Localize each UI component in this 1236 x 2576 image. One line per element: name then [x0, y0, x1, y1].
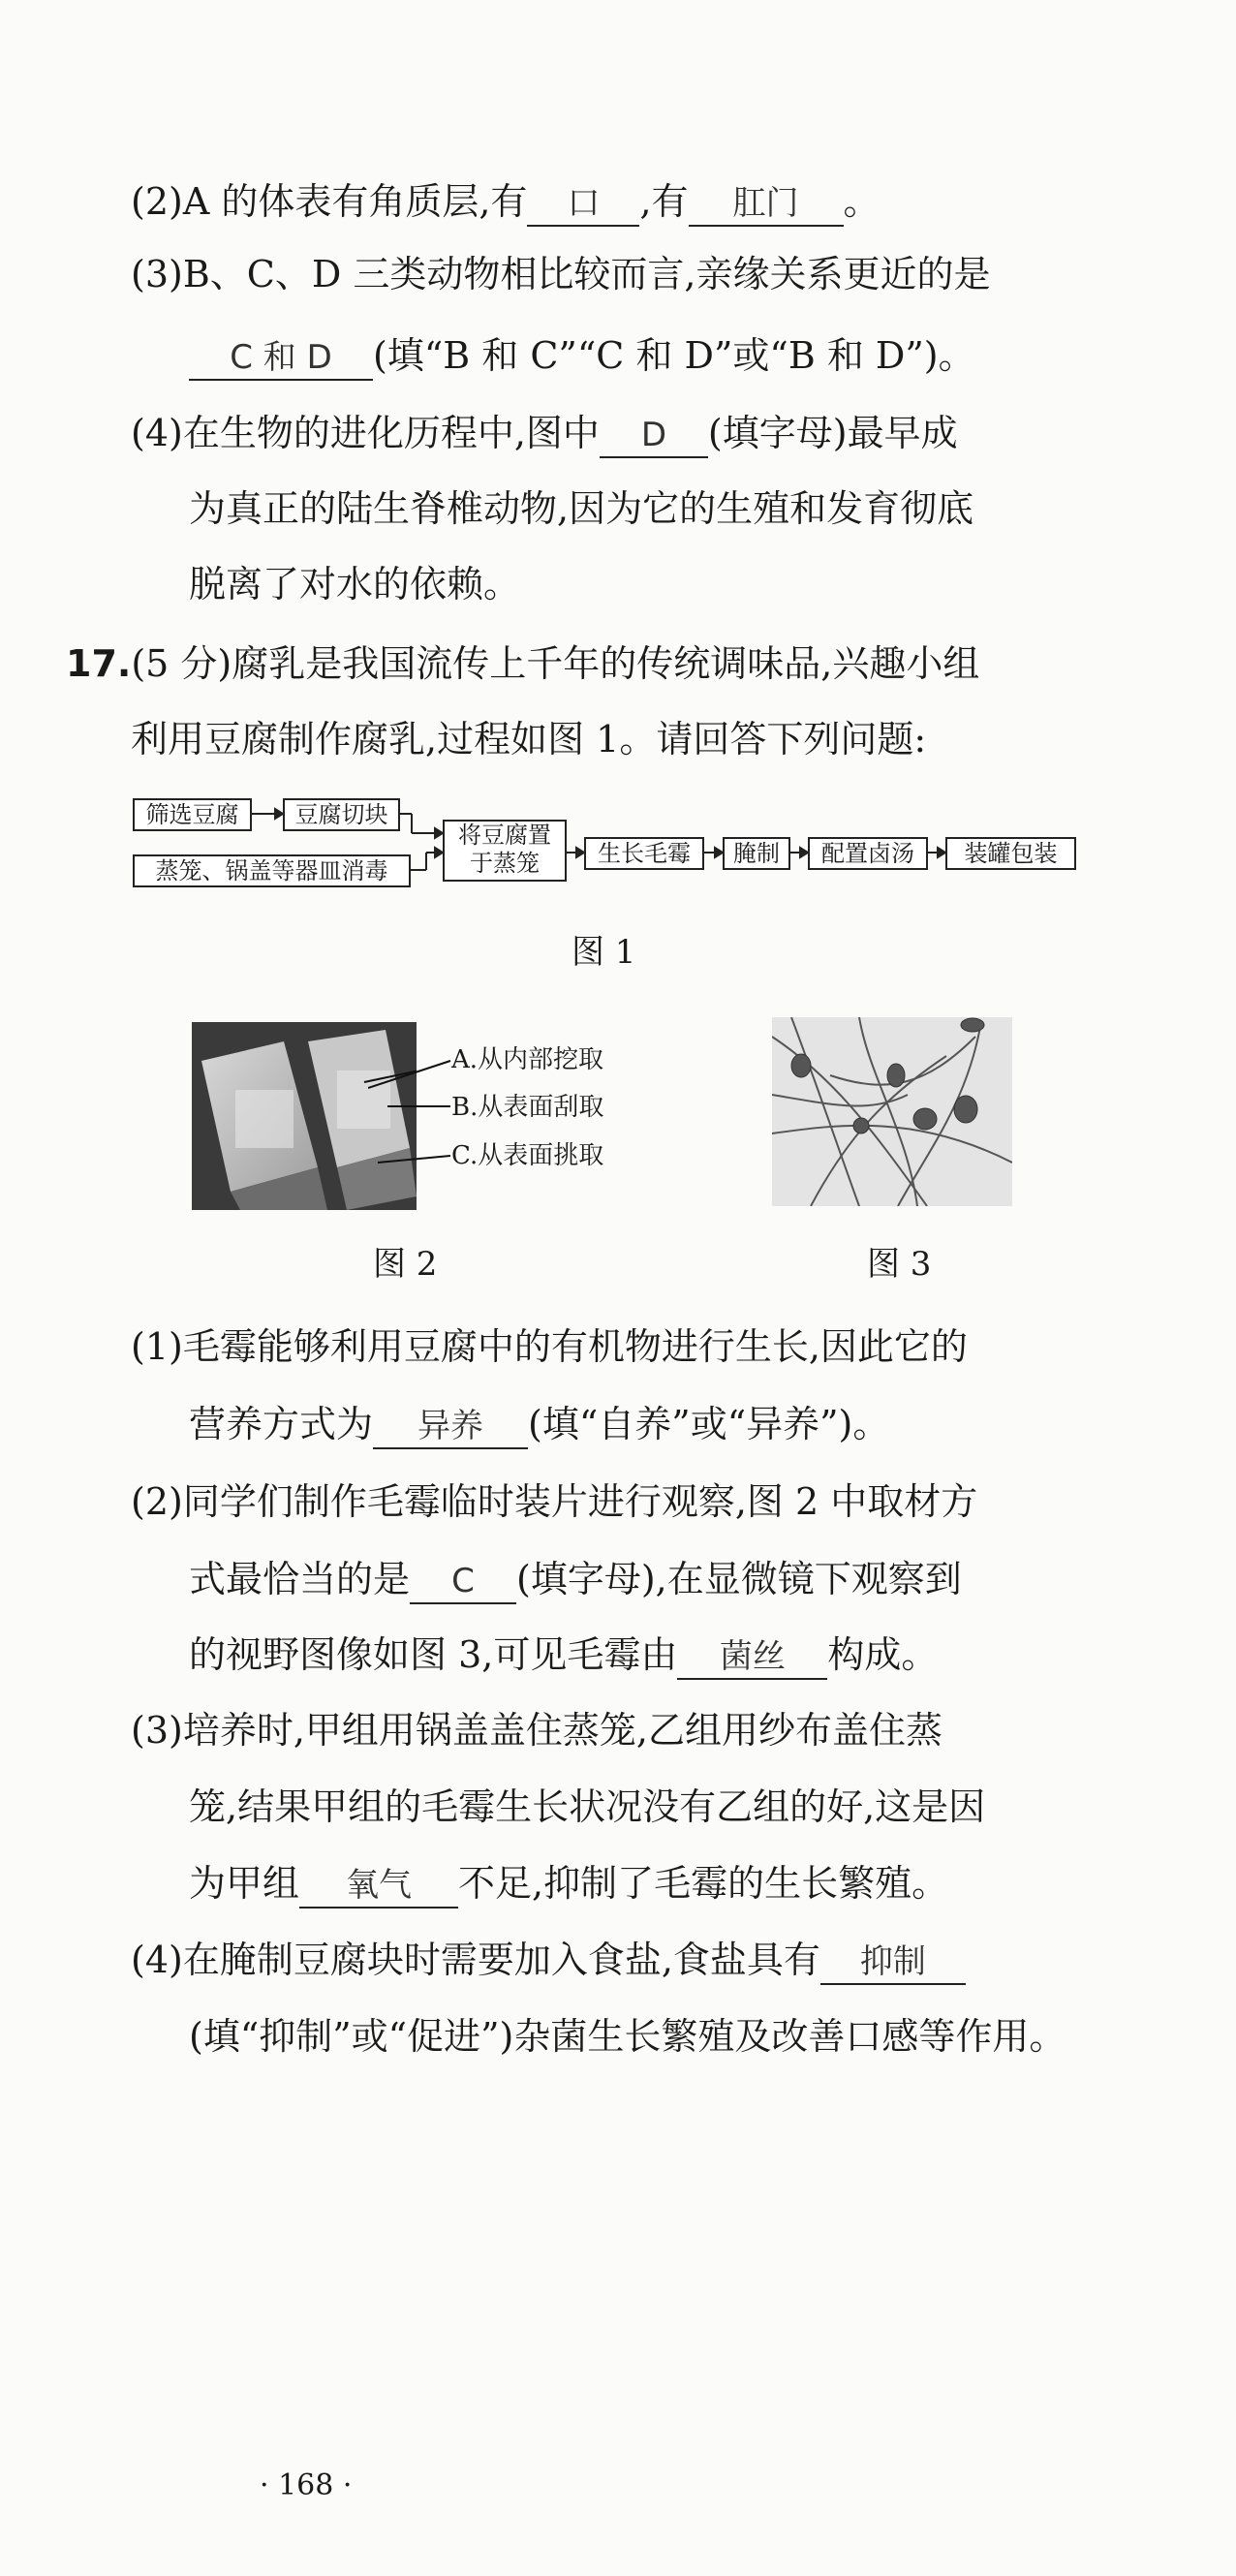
q17-part3-line3 — [189, 1859, 948, 1909]
figure2-label-c: C.从表面挑取 — [451, 1141, 604, 1170]
q16-part2-answer1: 口 — [527, 182, 639, 227]
q17-part1-post: (填“自养”或“异养”)。 — [528, 1403, 890, 1445]
figure2-caption: 图 2 — [373, 1245, 438, 1284]
q17-part2-pre: 式最恰当的是 — [189, 1558, 411, 1600]
q17-part2-line1: (2)同学们制作毛霉临时装片进行观察,图 2 中取材方 — [131, 1480, 978, 1523]
flow-arrows — [0, 0, 1236, 930]
flow-step-grow-mold: 生长毛霉 — [584, 837, 704, 870]
figure2-label-a: A.从内部挖取 — [451, 1045, 604, 1074]
q17-part2-pre3: 的视野图像如图 3,可见毛霉由 — [189, 1633, 678, 1676]
q16-part2-post: 。 — [843, 180, 881, 223]
q17-part3-post: 不足,抑制了毛霉的生长繁殖。 — [458, 1862, 949, 1905]
q17-part4-pre: (4)在腌制豆腐块时需要加入食盐,食盐具有 — [131, 1939, 820, 1981]
q16-part4-line3: 脱离了对水的依赖。 — [189, 563, 521, 605]
figure2-pointer-lines — [368, 1051, 455, 1177]
q17-part3-line1: (3)培养时,甲组用锅盖盖住蒸笼,乙组用纱布盖住蒸 — [131, 1709, 942, 1752]
flow-step-cut-tofu: 豆腐切块 — [283, 798, 400, 831]
figure2-label-b: B.从表面刮取 — [451, 1093, 604, 1122]
q16-part3-line1: (3)B、C、D 三类动物相比较而言,亲缘关系更近的是 — [131, 253, 991, 295]
q17-part1-answer: 异养 — [373, 1405, 528, 1449]
q16-part2-mid: ,有 — [639, 180, 689, 223]
q17-part3-answer: 氧气 — [299, 1864, 458, 1909]
q17-part2-line3 — [189, 1630, 938, 1680]
figure1-caption: 图 1 — [572, 933, 636, 972]
q17-part3-pre: 为甲组 — [189, 1862, 300, 1905]
flow-step-package: 装罐包装 — [945, 837, 1076, 870]
figure3-mold-micrograph — [772, 1017, 1012, 1206]
flow-step-place-tofu — [443, 820, 567, 882]
q17-part4-line1 — [131, 1936, 966, 1985]
q16-part2-pre: (2)A 的体表有角质层,有 — [131, 180, 528, 223]
q17-part2-answer1: C — [410, 1560, 516, 1604]
q17-intro1: (5 分)腐乳是我国流传上千年的传统调味品,兴趣小组 — [131, 642, 980, 685]
q17-part2-mid: (填字母),在显微镜下观察到 — [516, 1558, 962, 1600]
q16-part3-post: (填“B 和 C”“C 和 D”或“B 和 D”)。 — [373, 334, 975, 377]
q17-part3-line2: 笼,结果甲组的毛霉生长状况没有乙组的好,这是因 — [189, 1785, 986, 1828]
q16-part2-answer2: 肛门 — [689, 182, 844, 227]
q16-part4-pre: (4)在生物的进化历程中,图中 — [131, 412, 600, 454]
q16-part3-answer: C 和 D — [189, 336, 373, 381]
q17-intro-line2: 利用豆腐制作腐乳,过程如图 1。请回答下列问题: — [131, 718, 927, 760]
q16-part4-answer: D — [600, 414, 708, 458]
flow-step-brine: 配置卤汤 — [808, 837, 928, 870]
q17-part2-post3: 构成。 — [827, 1633, 939, 1676]
flow-step-pickle: 腌制 — [723, 837, 790, 870]
q17-part2-line2 — [189, 1555, 962, 1604]
flow-step-place-line2: 于蒸笼 — [470, 850, 540, 877]
flow-step-select-tofu: 筛选豆腐 — [133, 798, 252, 831]
page-number: · 168 · — [260, 2468, 353, 2502]
q16-part4-line2: 为真正的陆生脊椎动物,因为它的生殖和发育彻底 — [189, 487, 974, 530]
q17-number: 17. — [66, 642, 132, 685]
q16-part4-post: (填字母)最早成 — [707, 412, 958, 454]
q17-part1-pre: 营养方式为 — [189, 1403, 374, 1445]
figure3-caption: 图 3 — [867, 1245, 932, 1284]
q17-part4-line2: (填“抑制”或“促进”)杂菌生长繁殖及改善口感等作用。 — [189, 2015, 1066, 2058]
q17-part1-line1: (1)毛霉能够利用豆腐中的有机物进行生长,因此它的 — [131, 1325, 968, 1368]
flow-step-sterilize: 蒸笼、锅盖等器皿消毒 — [133, 854, 411, 887]
flow-step-place-line1: 将豆腐置 — [458, 822, 551, 849]
q17-part2-answer2: 菌丝 — [677, 1635, 827, 1680]
q17-part1-line2 — [189, 1400, 889, 1449]
q17-part4-answer: 抑制 — [820, 1940, 966, 1985]
